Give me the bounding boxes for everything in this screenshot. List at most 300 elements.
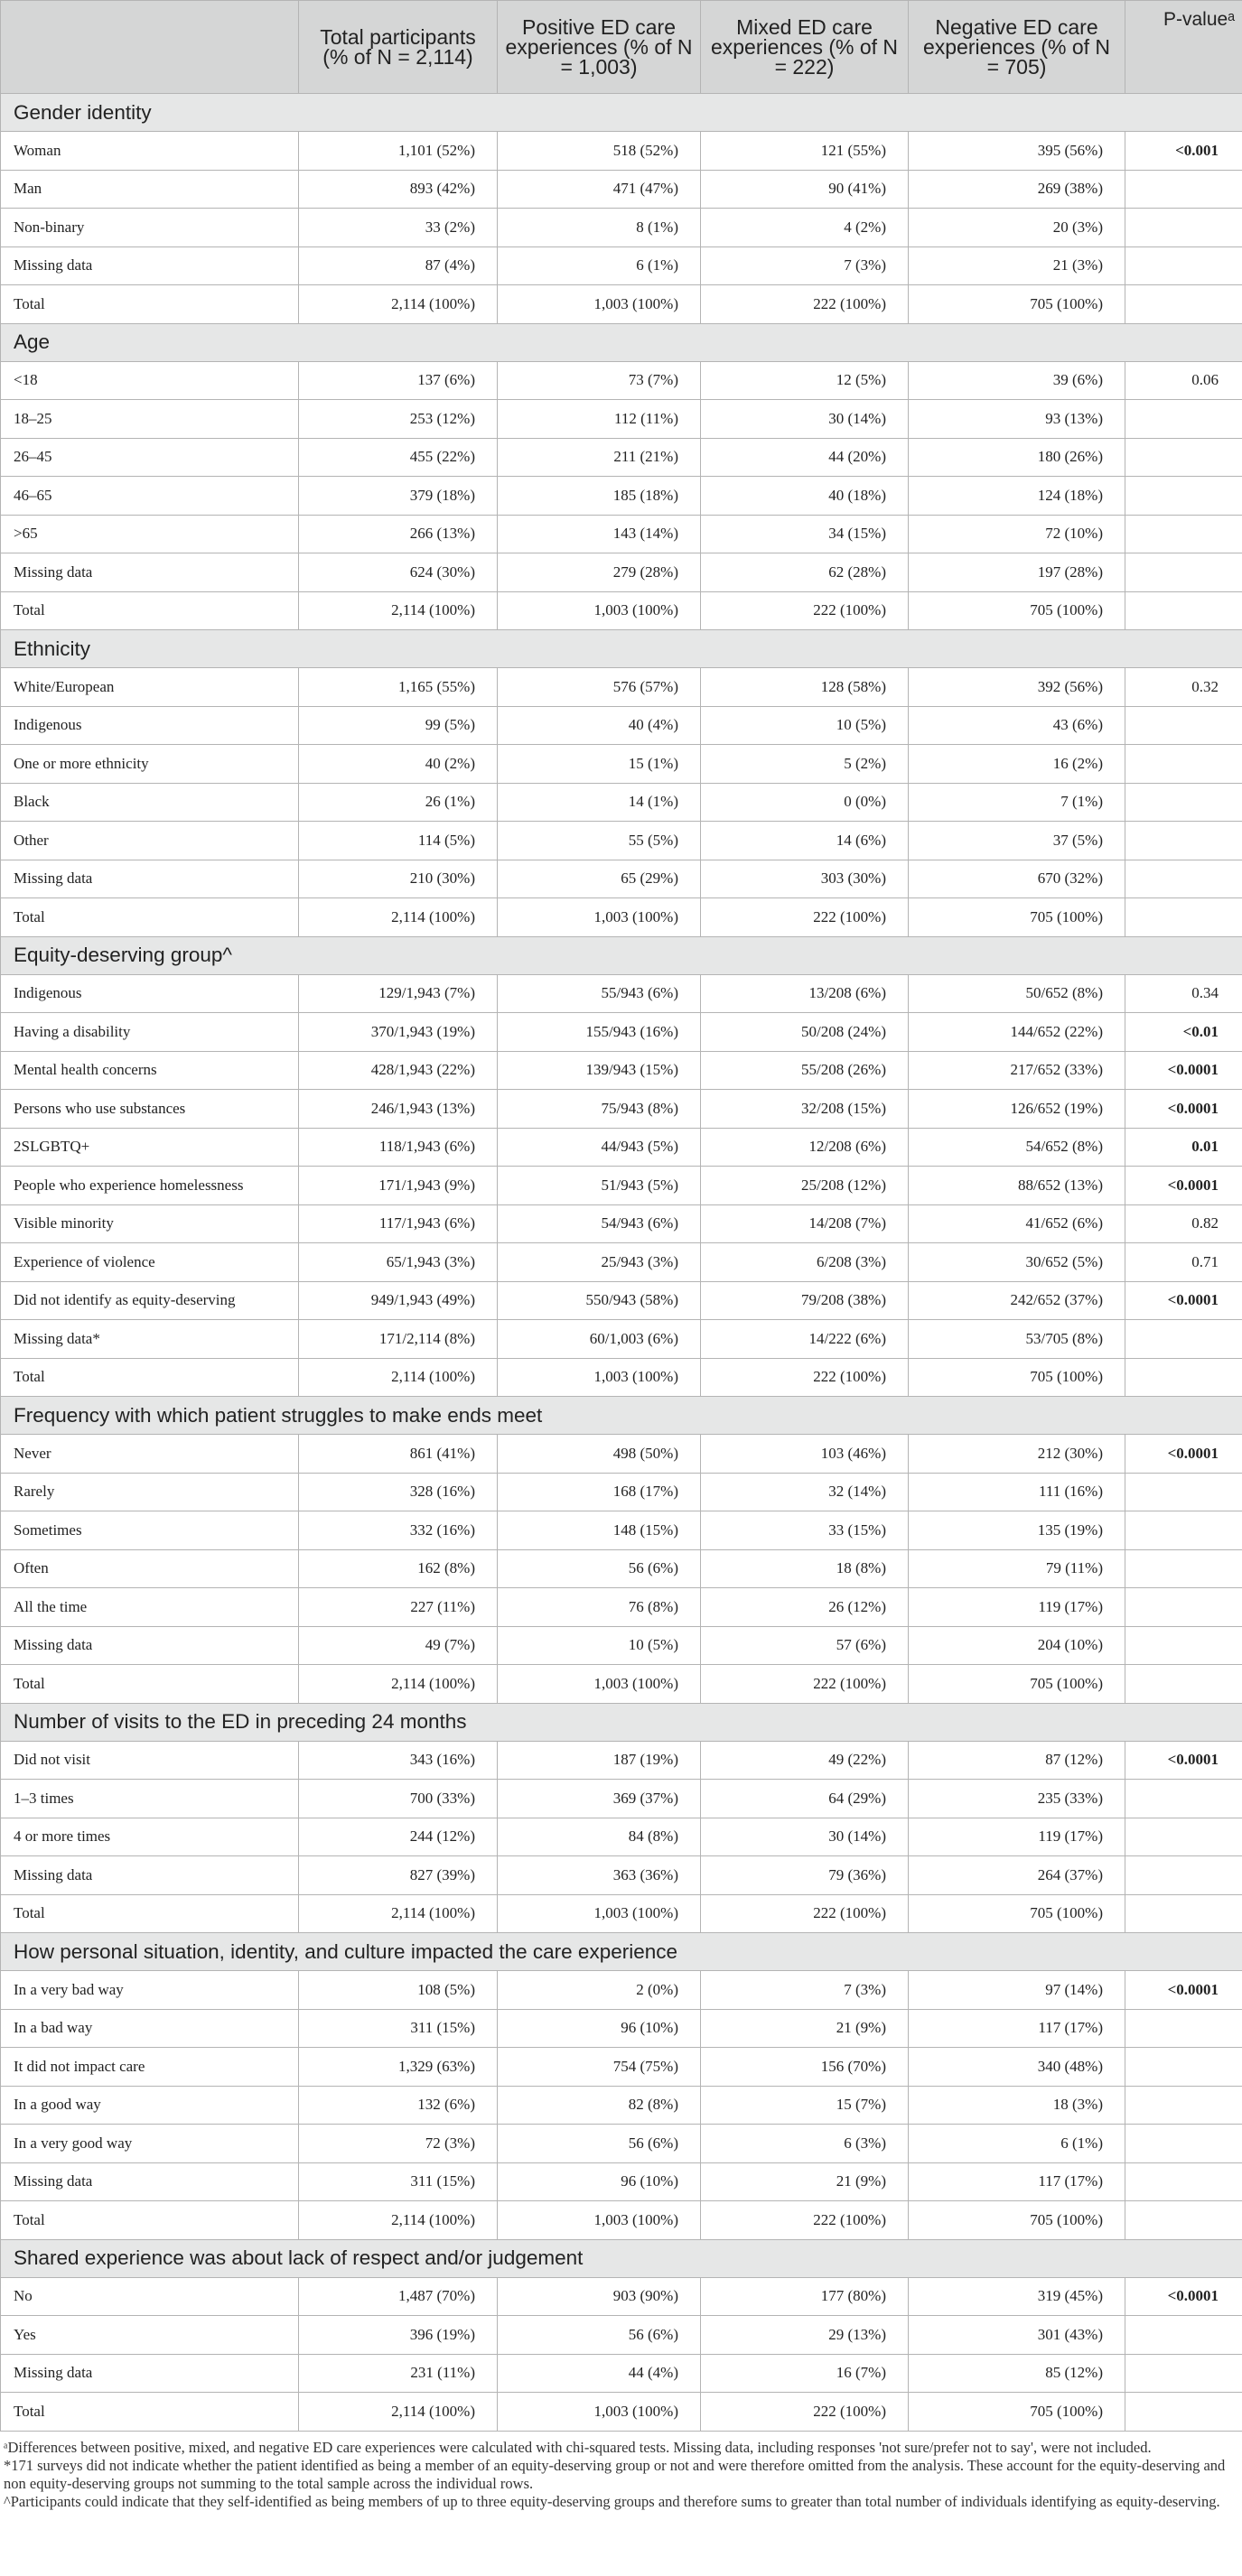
cell-p-value <box>1125 898 1242 937</box>
cell-positive: 96 (10%) <box>498 2162 701 2201</box>
cell-positive: 185 (18%) <box>498 477 701 516</box>
cell-mixed: 79 (36%) <box>701 1856 909 1895</box>
cell-p-value <box>1125 2316 1242 2355</box>
table-row <box>1 1473 1242 1511</box>
cell-total: 624 (30%) <box>299 553 498 592</box>
cell-negative: 50/652 (8%) <box>909 974 1125 1013</box>
table-row <box>1 591 1242 630</box>
section-header-row <box>1 2239 1242 2277</box>
cell-negative: 705 (100%) <box>909 898 1125 937</box>
cell-p-value <box>1125 438 1242 477</box>
table-row <box>1 974 1242 1013</box>
cell-p-value: 0.82 <box>1125 1204 1242 1243</box>
cell-positive: 550/943 (58%) <box>498 1281 701 1320</box>
cell-positive: 44 (4%) <box>498 2354 701 2393</box>
cell-mixed: 50/208 (24%) <box>701 1013 909 1052</box>
cell-negative: 340 (48%) <box>909 2048 1125 2087</box>
row-label: >65 <box>1 515 299 553</box>
cell-positive: 25/943 (3%) <box>498 1243 701 1282</box>
header-row <box>1 1 1242 94</box>
cell-p-value <box>1125 1588 1242 1627</box>
cell-p-value: 0.06 <box>1125 361 1242 400</box>
cell-mixed: 79/208 (38%) <box>701 1281 909 1320</box>
cell-total: 253 (12%) <box>299 400 498 439</box>
cell-mixed: 14/208 (7%) <box>701 1204 909 1243</box>
cell-negative: 119 (17%) <box>909 1818 1125 1856</box>
cell-mixed: 55/208 (26%) <box>701 1051 909 1090</box>
cell-positive: 15 (1%) <box>498 745 701 784</box>
cell-positive: 84 (8%) <box>498 1818 701 1856</box>
cell-p-value: 0.34 <box>1125 974 1242 1013</box>
table-row <box>1 2316 1242 2355</box>
cell-total: 2,114 (100%) <box>299 1894 498 1933</box>
cell-negative: 242/652 (37%) <box>909 1281 1125 1320</box>
cell-p-value: 0.01 <box>1125 1128 1242 1167</box>
cell-total: 162 (8%) <box>299 1549 498 1588</box>
table-row <box>1 2086 1242 2125</box>
row-label: Man <box>1 170 299 209</box>
cell-negative: 117 (17%) <box>909 2009 1125 2048</box>
cell-positive: 56 (6%) <box>498 2125 701 2163</box>
cell-negative: 85 (12%) <box>909 2354 1125 2393</box>
row-label: Never <box>1 1435 299 1474</box>
cell-p-value <box>1125 706 1242 745</box>
cell-total: 87 (4%) <box>299 246 498 285</box>
cell-p-value <box>1125 2354 1242 2393</box>
cell-mixed: 33 (15%) <box>701 1511 909 1550</box>
section-header-row <box>1 936 1242 974</box>
cell-mixed: 10 (5%) <box>701 706 909 745</box>
cell-total: 700 (33%) <box>299 1780 498 1818</box>
cell-mixed: 26 (12%) <box>701 1588 909 1627</box>
cell-negative: 217/652 (33%) <box>909 1051 1125 1090</box>
row-label: Total <box>1 1894 299 1933</box>
cell-negative: 235 (33%) <box>909 1780 1125 1818</box>
table-row <box>1 1856 1242 1895</box>
header-mixed: Mixed ED care experiences (% of N = 222) <box>701 1 909 94</box>
table-row <box>1 2162 1242 2201</box>
cell-total: 108 (5%) <box>299 1971 498 2010</box>
section-title: How personal situation, identity, and culture impacted the care experience <box>1 1933 1242 1971</box>
cell-mixed: 303 (30%) <box>701 860 909 898</box>
row-label: Total <box>1 1358 299 1397</box>
cell-positive: 148 (15%) <box>498 1511 701 1550</box>
row-label: 46–65 <box>1 477 299 516</box>
cell-positive: 498 (50%) <box>498 1435 701 1474</box>
section-title: Ethnicity <box>1 630 1242 668</box>
cell-total: 137 (6%) <box>299 361 498 400</box>
header-positive: Positive ED care experiences (% of N = 1,003) <box>498 1 701 94</box>
cell-p-value <box>1125 1473 1242 1511</box>
table-row <box>1 285 1242 324</box>
cell-total: 1,165 (55%) <box>299 668 498 707</box>
cell-p-value: <0.01 <box>1125 1013 1242 1052</box>
row-label: Total <box>1 2201 299 2240</box>
cell-positive: 2 (0%) <box>498 1971 701 2010</box>
table-header <box>1 1 1242 94</box>
table-row <box>1 1511 1242 1550</box>
cell-p-value <box>1125 783 1242 822</box>
table-row <box>1 2354 1242 2393</box>
cell-positive: 76 (8%) <box>498 1588 701 1627</box>
table-row <box>1 477 1242 516</box>
cell-negative: 264 (37%) <box>909 1856 1125 1895</box>
row-label: Other <box>1 822 299 860</box>
row-label: In a bad way <box>1 2009 299 2048</box>
cell-mixed: 177 (80%) <box>701 2277 909 2316</box>
table-row <box>1 1243 1242 1282</box>
cell-total: 2,114 (100%) <box>299 1358 498 1397</box>
row-label: 4 or more times <box>1 1818 299 1856</box>
cell-p-value <box>1125 400 1242 439</box>
cell-positive: 55 (5%) <box>498 822 701 860</box>
row-label: Indigenous <box>1 706 299 745</box>
cell-mixed: 25/208 (12%) <box>701 1167 909 1205</box>
cell-total: 266 (13%) <box>299 515 498 553</box>
row-label: White/European <box>1 668 299 707</box>
cell-mixed: 21 (9%) <box>701 2162 909 2201</box>
cell-negative: 111 (16%) <box>909 1473 1125 1511</box>
cell-positive: 903 (90%) <box>498 2277 701 2316</box>
cell-total: 114 (5%) <box>299 822 498 860</box>
row-label: In a good way <box>1 2086 299 2125</box>
cell-mixed: 32 (14%) <box>701 1473 909 1511</box>
cell-total: 72 (3%) <box>299 2125 498 2163</box>
cell-mixed: 12/208 (6%) <box>701 1128 909 1167</box>
cell-negative: 6 (1%) <box>909 2125 1125 2163</box>
table-row <box>1 170 1242 209</box>
cell-negative: 30/652 (5%) <box>909 1243 1125 1282</box>
cell-positive: 1,003 (100%) <box>498 2393 701 2432</box>
table-row <box>1 1358 1242 1397</box>
cell-p-value: <0.0001 <box>1125 2277 1242 2316</box>
cell-negative: 39 (6%) <box>909 361 1125 400</box>
cell-mixed: 29 (13%) <box>701 2316 909 2355</box>
row-label: No <box>1 2277 299 2316</box>
row-label: 2SLGBTQ+ <box>1 1128 299 1167</box>
cell-p-value: <0.0001 <box>1125 1741 1242 1780</box>
cell-total: 861 (41%) <box>299 1435 498 1474</box>
cell-total: 171/1,943 (9%) <box>299 1167 498 1205</box>
cell-negative: 204 (10%) <box>909 1626 1125 1665</box>
cell-p-value <box>1125 1780 1242 1818</box>
table-row <box>1 1320 1242 1359</box>
cell-negative: 97 (14%) <box>909 1971 1125 2010</box>
cell-negative: 144/652 (22%) <box>909 1013 1125 1052</box>
row-label: Mental health concerns <box>1 1051 299 1090</box>
cell-p-value <box>1125 170 1242 209</box>
cell-negative: 93 (13%) <box>909 400 1125 439</box>
cell-positive: 96 (10%) <box>498 2009 701 2048</box>
row-label: Having a disability <box>1 1013 299 1052</box>
row-label: Woman <box>1 132 299 171</box>
row-label: Indigenous <box>1 974 299 1013</box>
cell-mixed: 222 (100%) <box>701 1894 909 1933</box>
cell-positive: 155/943 (16%) <box>498 1013 701 1052</box>
table-row <box>1 1741 1242 1780</box>
cell-p-value <box>1125 1320 1242 1359</box>
cell-negative: 705 (100%) <box>909 591 1125 630</box>
row-label: In a very good way <box>1 2125 299 2163</box>
cell-mixed: 64 (29%) <box>701 1780 909 1818</box>
cell-mixed: 40 (18%) <box>701 477 909 516</box>
cell-p-value: <0.0001 <box>1125 1051 1242 1090</box>
cell-total: 49 (7%) <box>299 1626 498 1665</box>
row-label: It did not impact care <box>1 2048 299 2087</box>
table-row <box>1 2048 1242 2087</box>
cell-negative: 117 (17%) <box>909 2162 1125 2201</box>
section-title: Gender identity <box>1 94 1242 132</box>
table-row <box>1 706 1242 745</box>
cell-p-value <box>1125 1511 1242 1550</box>
cell-p-value <box>1125 515 1242 553</box>
row-label: Yes <box>1 2316 299 2355</box>
cell-total: 396 (19%) <box>299 2316 498 2355</box>
cell-total: 231 (11%) <box>299 2354 498 2393</box>
cell-mixed: 0 (0%) <box>701 783 909 822</box>
table-row <box>1 668 1242 707</box>
cell-p-value <box>1125 1626 1242 1665</box>
cell-total: 40 (2%) <box>299 745 498 784</box>
cell-negative: 41/652 (6%) <box>909 1204 1125 1243</box>
cell-total: 455 (22%) <box>299 438 498 477</box>
cell-positive: 471 (47%) <box>498 170 701 209</box>
row-label: Missing data <box>1 1856 299 1895</box>
cell-p-value <box>1125 1818 1242 1856</box>
cell-mixed: 222 (100%) <box>701 2201 909 2240</box>
header-total: Total participants (% of N = 2,114) <box>299 1 498 94</box>
cell-mixed: 121 (55%) <box>701 132 909 171</box>
row-label: Missing data <box>1 1626 299 1665</box>
cell-negative: 705 (100%) <box>909 285 1125 324</box>
cell-mixed: 16 (7%) <box>701 2354 909 2393</box>
section-header-row <box>1 323 1242 361</box>
cell-total: 2,114 (100%) <box>299 2393 498 2432</box>
cell-p-value <box>1125 246 1242 285</box>
table-row <box>1 1167 1242 1205</box>
cell-total: 227 (11%) <box>299 1588 498 1627</box>
cell-positive: 754 (75%) <box>498 2048 701 2087</box>
cell-mixed: 222 (100%) <box>701 898 909 937</box>
cell-mixed: 222 (100%) <box>701 285 909 324</box>
cell-mixed: 14 (6%) <box>701 822 909 860</box>
cell-negative: 135 (19%) <box>909 1511 1125 1550</box>
cell-negative: 705 (100%) <box>909 2201 1125 2240</box>
cell-total: 949/1,943 (49%) <box>299 1281 498 1320</box>
cell-p-value <box>1125 2201 1242 2240</box>
row-label: Rarely <box>1 1473 299 1511</box>
table-row <box>1 1626 1242 1665</box>
section-title: Age <box>1 323 1242 361</box>
table-row <box>1 209 1242 247</box>
cell-total: 117/1,943 (6%) <box>299 1204 498 1243</box>
cell-positive: 1,003 (100%) <box>498 898 701 937</box>
cell-p-value <box>1125 2048 1242 2087</box>
cell-total: 65/1,943 (3%) <box>299 1243 498 1282</box>
cell-negative: 18 (3%) <box>909 2086 1125 2125</box>
cell-total: 1,329 (63%) <box>299 2048 498 2087</box>
cell-negative: 705 (100%) <box>909 1894 1125 1933</box>
cell-p-value: <0.0001 <box>1125 1167 1242 1205</box>
table-row <box>1 1013 1242 1052</box>
cell-positive: 6 (1%) <box>498 246 701 285</box>
cell-positive: 369 (37%) <box>498 1780 701 1818</box>
table-row <box>1 438 1242 477</box>
cell-positive: 73 (7%) <box>498 361 701 400</box>
cell-mixed: 30 (14%) <box>701 1818 909 1856</box>
cell-negative: 197 (28%) <box>909 553 1125 592</box>
cell-positive: 1,003 (100%) <box>498 1358 701 1397</box>
cell-p-value: <0.0001 <box>1125 1971 1242 2010</box>
table-row <box>1 400 1242 439</box>
cell-p-value <box>1125 1549 1242 1588</box>
cell-p-value <box>1125 822 1242 860</box>
table-row <box>1 2393 1242 2432</box>
cell-total: 370/1,943 (19%) <box>299 1013 498 1052</box>
cell-total: 1,487 (70%) <box>299 2277 498 2316</box>
row-label: Total <box>1 591 299 630</box>
cell-positive: 82 (8%) <box>498 2086 701 2125</box>
row-label: Missing data <box>1 246 299 285</box>
cell-total: 210 (30%) <box>299 860 498 898</box>
table-row <box>1 860 1242 898</box>
cell-total: 26 (1%) <box>299 783 498 822</box>
section-header-row <box>1 94 1242 132</box>
row-label: Total <box>1 1665 299 1704</box>
cell-mixed: 30 (14%) <box>701 400 909 439</box>
cell-total: 2,114 (100%) <box>299 1665 498 1704</box>
cell-negative: 43 (6%) <box>909 706 1125 745</box>
row-label: Persons who use substances <box>1 1090 299 1129</box>
table-row <box>1 745 1242 784</box>
cell-negative: 53/705 (8%) <box>909 1320 1125 1359</box>
cell-total: 2,114 (100%) <box>299 898 498 937</box>
row-label: Missing data <box>1 2162 299 2201</box>
cell-negative: 21 (3%) <box>909 246 1125 285</box>
cell-p-value <box>1125 1894 1242 1933</box>
cell-negative: 119 (17%) <box>909 1588 1125 1627</box>
cell-p-value: <0.0001 <box>1125 1435 1242 1474</box>
cell-p-value <box>1125 2393 1242 2432</box>
cell-p-value <box>1125 2086 1242 2125</box>
cell-total: 171/2,114 (8%) <box>299 1320 498 1359</box>
cell-total: 132 (6%) <box>299 2086 498 2125</box>
cell-mixed: 103 (46%) <box>701 1435 909 1474</box>
cell-positive: 143 (14%) <box>498 515 701 553</box>
cell-total: 332 (16%) <box>299 1511 498 1550</box>
cell-p-value: 0.71 <box>1125 1243 1242 1282</box>
cell-positive: 187 (19%) <box>498 1741 701 1780</box>
cell-total: 893 (42%) <box>299 170 498 209</box>
cell-negative: 7 (1%) <box>909 783 1125 822</box>
table-row <box>1 1665 1242 1704</box>
cell-total: 244 (12%) <box>299 1818 498 1856</box>
cell-p-value <box>1125 285 1242 324</box>
table-row <box>1 783 1242 822</box>
cell-positive: 8 (1%) <box>498 209 701 247</box>
row-label: 18–25 <box>1 400 299 439</box>
row-label: Visible minority <box>1 1204 299 1243</box>
cell-mixed: 222 (100%) <box>701 591 909 630</box>
footnote: *171 surveys did not indicate whether the patient identified as being a member of an equity-deserving group or not and were therefore omitted from the analysis. These account for the equity-deserving and non equity-deserving groups not summing to the total sample across the individual rows. <box>4 2456 1226 2492</box>
section-title: Number of visits to the ED in preceding 24 months <box>1 1703 1242 1741</box>
cell-negative: 269 (38%) <box>909 170 1125 209</box>
cell-negative: 16 (2%) <box>909 745 1125 784</box>
table-row <box>1 1894 1242 1933</box>
cell-mixed: 14/222 (6%) <box>701 1320 909 1359</box>
cell-mixed: 15 (7%) <box>701 2086 909 2125</box>
cell-positive: 75/943 (8%) <box>498 1090 701 1129</box>
row-label: 26–45 <box>1 438 299 477</box>
cell-p-value <box>1125 477 1242 516</box>
row-label: Non-binary <box>1 209 299 247</box>
cell-positive: 576 (57%) <box>498 668 701 707</box>
cell-positive: 40 (4%) <box>498 706 701 745</box>
header-empty-cell <box>1 1 299 94</box>
cell-positive: 279 (28%) <box>498 553 701 592</box>
table-row <box>1 2201 1242 2240</box>
cell-p-value <box>1125 745 1242 784</box>
cell-positive: 1,003 (100%) <box>498 285 701 324</box>
table-row <box>1 246 1242 285</box>
cell-positive: 1,003 (100%) <box>498 1894 701 1933</box>
cell-total: 33 (2%) <box>299 209 498 247</box>
cell-positive: 14 (1%) <box>498 783 701 822</box>
table-row <box>1 1281 1242 1320</box>
table-body <box>1 94 1242 2432</box>
cell-positive: 1,003 (100%) <box>498 1665 701 1704</box>
cell-p-value: <0.0001 <box>1125 1281 1242 1320</box>
cell-mixed: 13/208 (6%) <box>701 974 909 1013</box>
row-label: Missing data* <box>1 1320 299 1359</box>
cell-total: 1,101 (52%) <box>299 132 498 171</box>
cell-negative: 88/652 (13%) <box>909 1167 1125 1205</box>
cell-positive: 363 (36%) <box>498 1856 701 1895</box>
cell-mixed: 44 (20%) <box>701 438 909 477</box>
row-label: Missing data <box>1 553 299 592</box>
row-label: All the time <box>1 1588 299 1627</box>
cell-negative: 670 (32%) <box>909 860 1125 898</box>
cell-mixed: 4 (2%) <box>701 209 909 247</box>
cell-negative: 87 (12%) <box>909 1741 1125 1780</box>
cell-mixed: 222 (100%) <box>701 2393 909 2432</box>
cell-positive: 1,003 (100%) <box>498 591 701 630</box>
cell-negative: 395 (56%) <box>909 132 1125 171</box>
cell-p-value <box>1125 553 1242 592</box>
cell-positive: 60/1,003 (6%) <box>498 1320 701 1359</box>
cell-p-value <box>1125 860 1242 898</box>
table-row <box>1 132 1242 171</box>
cell-mixed: 57 (6%) <box>701 1626 909 1665</box>
cell-positive: 51/943 (5%) <box>498 1167 701 1205</box>
cell-positive: 56 (6%) <box>498 1549 701 1588</box>
cell-total: 428/1,943 (22%) <box>299 1051 498 1090</box>
table-row <box>1 1971 1242 2010</box>
cell-p-value <box>1125 2009 1242 2048</box>
cell-negative: 180 (26%) <box>909 438 1125 477</box>
cell-p-value <box>1125 591 1242 630</box>
cell-positive: 56 (6%) <box>498 2316 701 2355</box>
cell-mixed: 18 (8%) <box>701 1549 909 1588</box>
cell-positive: 139/943 (15%) <box>498 1051 701 1090</box>
table-row <box>1 1204 1242 1243</box>
row-label: In a very bad way <box>1 1971 299 2010</box>
row-label: One or more ethnicity <box>1 745 299 784</box>
row-label: 1–3 times <box>1 1780 299 1818</box>
cell-negative: 319 (45%) <box>909 2277 1125 2316</box>
cell-mixed: 21 (9%) <box>701 2009 909 2048</box>
row-label: Missing data <box>1 2354 299 2393</box>
